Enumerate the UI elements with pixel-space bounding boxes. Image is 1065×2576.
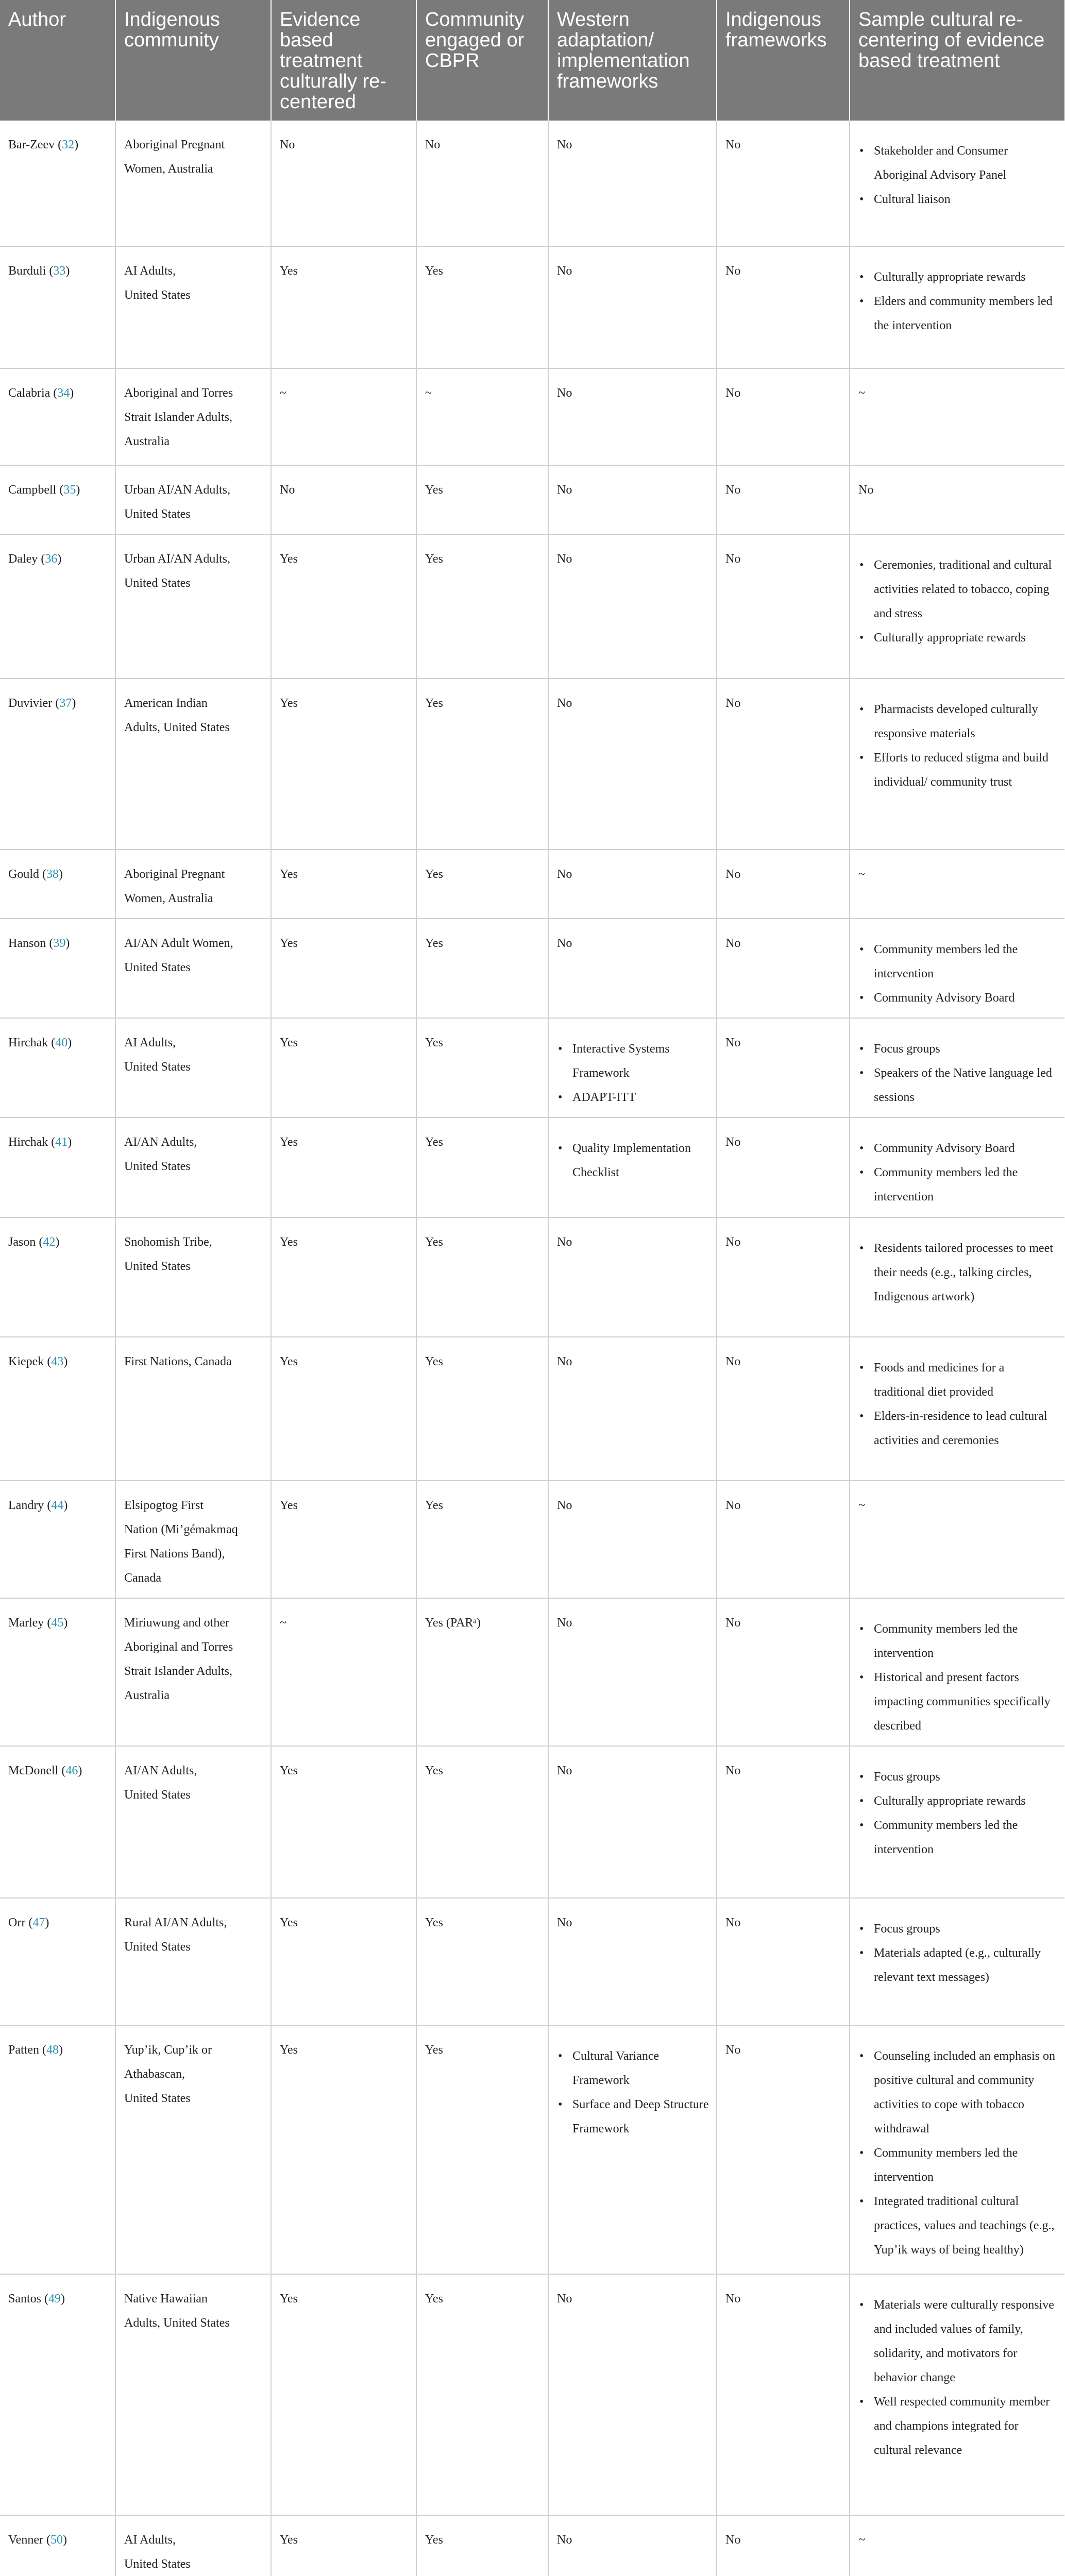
community-line: Strait Islander Adults,	[124, 411, 232, 424]
table-row	[0, 246, 1064, 368]
community-line: United States	[124, 507, 191, 521]
header-sample-cultural-recentering: Sample cultural re-centering of evidence based treatment	[850, 0, 1064, 121]
cell-author: Campbell (35)	[0, 465, 115, 534]
sample-recentering-list	[858, 1037, 1057, 1110]
community-line: Aboriginal Pregnant	[124, 868, 225, 881]
table-row	[0, 1018, 1064, 1117]
cell-sample-recentering	[850, 1598, 1064, 1746]
cell-community-engaged: Yes	[416, 1018, 548, 1117]
cell-author: Duvivier (37)	[0, 679, 115, 850]
cell-indigenous-frameworks: No	[717, 121, 850, 246]
cell-ebt-recentered: Yes	[271, 534, 416, 679]
cell-ebt-recentered: Yes	[271, 850, 416, 919]
list-item: • Elders and community members led the intervention	[874, 290, 1057, 338]
cell-author: Kiepek (43)	[0, 1337, 115, 1481]
cell-western-frameworks: No	[548, 2515, 717, 2576]
community-line: United States	[124, 961, 191, 974]
sample-recentering-list	[858, 1917, 1057, 1990]
list-item: • Speakers of the Native language led sessions	[874, 1061, 1057, 1110]
cell-western-frameworks: No	[548, 465, 717, 534]
table-row	[0, 1337, 1064, 1481]
cell-western-frameworks	[548, 1117, 717, 1217]
cell-indigenous-frameworks: No	[717, 2025, 850, 2274]
cell-community-engaged: Yes	[416, 2515, 548, 2576]
table-row	[0, 1898, 1064, 2025]
cell-western-frameworks: No	[548, 2274, 717, 2515]
cell-ebt-recentered: Yes	[271, 2025, 416, 2274]
citation-link[interactable]: 48	[46, 2043, 59, 2057]
cell-indigenous-frameworks: No	[717, 534, 850, 679]
cell-author: Patten (48)	[0, 2025, 115, 2274]
cell-sample-recentering: ~	[850, 2515, 1064, 2576]
header-western-frameworks: Western adaptation/ implementation frameworks	[548, 0, 717, 121]
cell-ebt-recentered: Yes	[271, 1746, 416, 1898]
cell-ebt-recentered: Yes	[271, 1337, 416, 1481]
list-item: • ADAPT-ITT	[572, 1086, 709, 1110]
sample-recentering-list	[858, 938, 1057, 1010]
sample-recentering-list	[858, 1765, 1057, 1862]
cell-sample-recentering	[850, 679, 1064, 850]
list-item: • Historical and present factors impacting communities specifically described	[874, 1666, 1057, 1738]
citation-link[interactable]: 46	[65, 1764, 78, 1777]
cell-community-engaged: Yes	[416, 1117, 548, 1217]
cell-author: Calabria (34)	[0, 368, 115, 465]
cell-indigenous-frameworks: No	[717, 246, 850, 368]
western-framework-list	[557, 1037, 709, 1110]
community-line: Miriuwung and other	[124, 1616, 229, 1630]
cell-community	[115, 2025, 271, 2274]
community-line: AI Adults,	[124, 264, 176, 278]
cell-community-engaged: Yes	[416, 1337, 548, 1481]
cell-ebt-recentered: No	[271, 465, 416, 534]
table-row	[0, 919, 1064, 1018]
list-item: • Foods and medicines for a traditional diet provided	[874, 1356, 1057, 1404]
cell-indigenous-frameworks: No	[717, 1481, 850, 1598]
list-item: • Cultural liaison	[874, 188, 1057, 212]
cell-sample-recentering	[850, 1217, 1064, 1337]
community-line: Australia	[124, 435, 170, 448]
cell-community	[115, 1898, 271, 2025]
community-line: United States	[124, 2557, 191, 2571]
cell-western-frameworks: No	[548, 368, 717, 465]
cell-ebt-recentered: Yes	[271, 1481, 416, 1598]
cell-author: Bar-Zeev (32)	[0, 121, 115, 246]
list-item: • Surface and Deep Structure Framework	[572, 2093, 709, 2141]
cell-community	[115, 919, 271, 1018]
community-line: Women, Australia	[124, 162, 213, 176]
list-item: • Stakeholder and Consumer Aboriginal Advisory Panel	[874, 139, 1057, 188]
cell-author: Landry (44)	[0, 1481, 115, 1598]
cell-indigenous-frameworks: No	[717, 1117, 850, 1217]
cell-community-engaged: Yes	[416, 919, 548, 1018]
citation-link[interactable]: 49	[48, 2292, 61, 2306]
community-line: American Indian	[124, 697, 208, 710]
author-name: Hanson	[8, 937, 46, 950]
western-framework-list	[557, 2044, 709, 2141]
cell-community-engaged: Yes	[416, 679, 548, 850]
citation-link[interactable]: 40	[55, 1036, 68, 1049]
list-item: • Culturally appropriate rewards	[874, 265, 1057, 290]
community-line: Strait Islander Adults,	[124, 1665, 232, 1678]
list-item: • Community members led the intervention	[874, 938, 1057, 986]
sample-recentering-list	[858, 553, 1057, 650]
cell-sample-recentering	[850, 1337, 1064, 1481]
list-item: • Materials adapted (e.g., culturally relevant text messages)	[874, 1941, 1057, 1990]
cell-sample-recentering: ~	[850, 1481, 1064, 1598]
cell-community-engaged: ~	[416, 368, 548, 465]
cell-community-engaged: Yes	[416, 1746, 548, 1898]
table-row	[0, 679, 1064, 850]
cell-ebt-recentered: Yes	[271, 246, 416, 368]
list-item: • Focus groups	[874, 1917, 1057, 1941]
cell-author: Hirchak (40)	[0, 1018, 115, 1117]
cell-community	[115, 1018, 271, 1117]
cell-community	[115, 246, 271, 368]
table-header	[0, 0, 1064, 121]
community-line: AI Adults,	[124, 1036, 176, 1049]
cell-author: Santos (49)	[0, 2274, 115, 2515]
author-name: Bar-Zeev	[8, 138, 55, 151]
list-item: • Community members led the intervention	[874, 1161, 1057, 1209]
list-item: • Efforts to reduced stigma and build individual/ community trust	[874, 746, 1057, 794]
cell-indigenous-frameworks: No	[717, 1217, 850, 1337]
community-line: Aboriginal and Torres	[124, 386, 233, 400]
sample-recentering-list	[858, 139, 1057, 212]
header-author: Author	[0, 0, 115, 121]
citation-link[interactable]: 39	[53, 937, 66, 950]
cell-western-frameworks: No	[548, 1481, 717, 1598]
table-row	[0, 2515, 1064, 2576]
cell-ebt-recentered: Yes	[271, 1217, 416, 1337]
cell-community	[115, 534, 271, 679]
cell-ebt-recentered: Yes	[271, 1018, 416, 1117]
cell-sample-recentering	[850, 1898, 1064, 2025]
cell-community	[115, 2274, 271, 2515]
community-line: Elsipogtog First	[124, 1499, 204, 1512]
cell-western-frameworks: No	[548, 1898, 717, 2025]
cell-community	[115, 465, 271, 534]
cell-sample-recentering	[850, 919, 1064, 1018]
author-name: Hirchak	[8, 1136, 48, 1149]
list-item: • Community members led the intervention	[874, 1617, 1057, 1666]
citation-link[interactable]: 38	[46, 868, 59, 881]
author-name: Patten	[8, 2043, 39, 2057]
cell-indigenous-frameworks: No	[717, 919, 850, 1018]
cell-sample-recentering	[850, 2025, 1064, 2274]
cell-indigenous-frameworks: No	[717, 2274, 850, 2515]
cell-author: Venner (50)	[0, 2515, 115, 2576]
citation-link[interactable]: 44	[51, 1499, 64, 1512]
cell-indigenous-frameworks: No	[717, 1337, 850, 1481]
author-name: Kiepek	[8, 1355, 44, 1368]
list-item: • Quality Implementation Checklist	[572, 1137, 709, 1185]
cell-community-engaged: Yes	[416, 1898, 548, 2025]
cell-community	[115, 1746, 271, 1898]
community-line: Women, Australia	[124, 892, 213, 905]
cell-ebt-recentered: ~	[271, 368, 416, 465]
community-line: AI/AN Adults,	[124, 1764, 197, 1777]
cell-author: Hirchak (41)	[0, 1117, 115, 1217]
list-item: • Counseling included an emphasis on positive cultural and community activities to cope with tobacco withdrawal	[874, 2044, 1057, 2141]
sample-recentering-list	[858, 1617, 1057, 1738]
author-name: Daley	[8, 552, 38, 566]
cell-ebt-recentered: Yes	[271, 1117, 416, 1217]
list-item: • Community members led the intervention	[874, 1814, 1057, 1862]
cell-author: Marley (45)	[0, 1598, 115, 1746]
table-row	[0, 1117, 1064, 1217]
list-item: • Interactive Systems Framework	[572, 1037, 709, 1086]
author-name: Jason	[8, 1235, 36, 1249]
cell-sample-recentering	[850, 1746, 1064, 1898]
sample-recentering-list	[858, 1356, 1057, 1453]
cell-community	[115, 1598, 271, 1746]
cell-western-frameworks: No	[548, 1746, 717, 1898]
cell-western-frameworks: No	[548, 850, 717, 919]
list-item: • Elders-in-residence to lead cultural activities and ceremonies	[874, 1404, 1057, 1453]
sample-recentering-list	[858, 698, 1057, 794]
cell-sample-recentering	[850, 121, 1064, 246]
cell-community-engaged: Yes	[416, 2274, 548, 2515]
list-item: • Materials were culturally responsive and included values of family, solidarity, and motivators for behavior change	[874, 2293, 1057, 2390]
cell-indigenous-frameworks: No	[717, 850, 850, 919]
community-line: First Nations Band),	[124, 1547, 225, 1561]
citation-link[interactable]: 32	[62, 138, 75, 151]
author-name: Landry	[8, 1499, 44, 1512]
cell-community	[115, 679, 271, 850]
community-line: Snohomish Tribe,	[124, 1235, 212, 1249]
sample-recentering-list	[858, 265, 1057, 338]
cell-author: Gould (38)	[0, 850, 115, 919]
cell-ebt-recentered: Yes	[271, 919, 416, 1018]
cell-sample-recentering	[850, 2274, 1064, 2515]
cell-indigenous-frameworks: No	[717, 2515, 850, 2576]
list-item: • Pharmacists developed culturally responsive materials	[874, 698, 1057, 746]
cell-indigenous-frameworks: No	[717, 1598, 850, 1746]
list-item: • Focus groups	[874, 1765, 1057, 1789]
cell-western-frameworks: No	[548, 1598, 717, 1746]
table-row	[0, 850, 1064, 919]
cell-community	[115, 1117, 271, 1217]
cell-sample-recentering	[850, 1018, 1064, 1117]
sample-recentering-list	[858, 1236, 1057, 1309]
cell-community-engaged: Yes	[416, 465, 548, 534]
header-community-engaged: Community engaged or CBPR	[416, 0, 548, 121]
community-line: Yup’ik, Cup’ik or	[124, 2043, 212, 2057]
header-indigenous-frameworks: Indigenous frameworks	[717, 0, 850, 121]
citation-link[interactable]: 36	[45, 552, 58, 566]
community-line: United States	[124, 289, 191, 302]
citation-link[interactable]: 50	[50, 2533, 63, 2547]
cell-indigenous-frameworks: No	[717, 679, 850, 850]
citation-link[interactable]: 45	[51, 1616, 64, 1630]
cell-community-engaged: No	[416, 121, 548, 246]
author-name: Duvivier	[8, 697, 53, 710]
cell-ebt-recentered: ~	[271, 1598, 416, 1746]
sample-recentering-list	[858, 2044, 1057, 2262]
cell-community	[115, 2515, 271, 2576]
citation-link[interactable]: 41	[55, 1136, 68, 1149]
community-line: Urban AI/AN Adults,	[124, 552, 230, 566]
author-name: Santos	[8, 2292, 42, 2306]
community-line: AI/AN Adults,	[124, 1136, 197, 1149]
cell-sample-recentering: No	[850, 465, 1064, 534]
list-item: • Ceremonies, traditional and cultural activities related to tobacco, coping and stress	[874, 553, 1057, 626]
cell-community-engaged: Yes (PARᵃ)	[416, 1598, 548, 1746]
table-row	[0, 2274, 1064, 2515]
list-item: • Community Advisory Board	[874, 1137, 1057, 1161]
author-name: Marley	[8, 1616, 44, 1630]
table-row	[0, 121, 1064, 246]
cell-community	[115, 1217, 271, 1337]
table-row	[0, 465, 1064, 534]
cell-sample-recentering: ~	[850, 850, 1064, 919]
cell-western-frameworks	[548, 2025, 717, 2274]
cell-western-frameworks	[548, 1018, 717, 1117]
cell-indigenous-frameworks: No	[717, 368, 850, 465]
cell-community	[115, 1481, 271, 1598]
community-line: Australia	[124, 1689, 170, 1702]
list-item: • Culturally appropriate rewards	[874, 1789, 1057, 1814]
community-line: Adults, United States	[124, 721, 230, 734]
sample-recentering-list	[858, 1137, 1057, 1209]
community-line: Adults, United States	[124, 2316, 230, 2330]
author-name: McDonell	[8, 1764, 59, 1777]
cell-community-engaged: Yes	[416, 534, 548, 679]
community-line: United States	[124, 1260, 191, 1273]
table-row	[0, 2025, 1064, 2274]
community-line: First Nations, Canada	[124, 1355, 232, 1368]
community-line: United States	[124, 2092, 191, 2105]
community-line: United States	[124, 1160, 191, 1173]
list-item: • Culturally appropriate rewards	[874, 626, 1057, 650]
cell-author: Hanson (39)	[0, 919, 115, 1018]
citation-link[interactable]: 34	[57, 386, 70, 400]
community-line: Athabascan,	[124, 2067, 185, 2081]
author-name: Gould	[8, 868, 39, 881]
table-row	[0, 1598, 1064, 1746]
western-framework-list	[557, 1137, 709, 1185]
community-line: United States	[124, 577, 191, 590]
table-row	[0, 1481, 1064, 1598]
community-line: Nation (Mi’gémakmaq	[124, 1523, 238, 1536]
sample-recentering-list	[858, 2293, 1057, 2463]
list-item: • Community Advisory Board	[874, 986, 1057, 1010]
cell-western-frameworks: No	[548, 246, 717, 368]
cell-indigenous-frameworks: No	[717, 1746, 850, 1898]
citation-link[interactable]: 47	[32, 1916, 45, 1929]
table-row	[0, 534, 1064, 679]
community-line: AI/AN Adult Women,	[124, 937, 233, 950]
community-line: Aboriginal and Torres	[124, 1640, 233, 1654]
cell-ebt-recentered: No	[271, 121, 416, 246]
cell-western-frameworks: No	[548, 1337, 717, 1481]
cell-ebt-recentered: Yes	[271, 2515, 416, 2576]
cell-community-engaged: Yes	[416, 850, 548, 919]
cell-western-frameworks: No	[548, 121, 717, 246]
list-item: • Cultural Variance Framework	[572, 2044, 709, 2093]
cell-sample-recentering	[850, 1117, 1064, 1217]
cell-author: Daley (36)	[0, 534, 115, 679]
author-name: Campbell	[8, 483, 57, 497]
community-line: Aboriginal Pregnant	[124, 138, 225, 151]
header-indigenous-community: Indigenous community	[115, 0, 271, 121]
community-line: United States	[124, 1788, 191, 1802]
cell-ebt-recentered: Yes	[271, 2274, 416, 2515]
community-line: Native Hawaiian	[124, 2292, 208, 2306]
cell-western-frameworks: No	[548, 534, 717, 679]
cell-community	[115, 121, 271, 246]
citation-link[interactable]: 37	[59, 697, 72, 710]
citation-link[interactable]: 43	[51, 1355, 64, 1368]
cell-sample-recentering	[850, 246, 1064, 368]
author-name: Calabria	[8, 386, 50, 400]
table-row	[0, 368, 1064, 465]
table-row	[0, 1217, 1064, 1337]
cell-author: Jason (42)	[0, 1217, 115, 1337]
community-line: Rural AI/AN Adults,	[124, 1916, 227, 1929]
cell-author: Burduli (33)	[0, 246, 115, 368]
list-item: • Well respected community member and champions integrated for cultural relevance	[874, 2390, 1057, 2463]
author-name: Orr	[8, 1916, 26, 1929]
list-item: • Integrated traditional cultural practices, values and teachings (e.g., Yup’ik ways of being healthy)	[874, 2190, 1057, 2262]
community-line: Urban AI/AN Adults,	[124, 483, 230, 497]
list-item: • Community members led the intervention	[874, 2141, 1057, 2190]
citation-link[interactable]: 42	[43, 1235, 56, 1249]
cell-author: McDonell (46)	[0, 1746, 115, 1898]
cell-community	[115, 850, 271, 919]
cell-community-engaged: Yes	[416, 246, 548, 368]
author-name: Hirchak	[8, 1036, 48, 1049]
cell-community-engaged: Yes	[416, 2025, 548, 2274]
cell-indigenous-frameworks: No	[717, 1898, 850, 2025]
community-line: United States	[124, 1060, 191, 1074]
cell-western-frameworks: No	[548, 919, 717, 1018]
community-line: Canada	[124, 1571, 161, 1585]
cell-community-engaged: Yes	[416, 1481, 548, 1598]
table-body	[0, 121, 1064, 2576]
citation-link[interactable]: 33	[53, 264, 66, 278]
cell-sample-recentering: ~	[850, 368, 1064, 465]
cell-western-frameworks: No	[548, 1217, 717, 1337]
cell-ebt-recentered: Yes	[271, 1898, 416, 2025]
community-line: AI Adults,	[124, 2533, 176, 2547]
author-name: Venner	[8, 2533, 43, 2547]
cell-community	[115, 368, 271, 465]
cell-indigenous-frameworks: No	[717, 465, 850, 534]
list-item: • Residents tailored processes to meet their needs (e.g., talking circles, Indigenous artwork)	[874, 1236, 1057, 1309]
citation-link[interactable]: 35	[63, 483, 76, 497]
cell-community-engaged: Yes	[416, 1217, 548, 1337]
cell-sample-recentering	[850, 534, 1064, 679]
cell-western-frameworks: No	[548, 679, 717, 850]
community-line: United States	[124, 1940, 191, 1954]
cell-author: Orr (47)	[0, 1898, 115, 2025]
header-evidence-based-treatment: Evidence based treatment culturally re-centered	[271, 0, 416, 121]
table-row	[0, 1746, 1064, 1898]
list-item: • Focus groups	[874, 1037, 1057, 1061]
author-name: Burduli	[8, 264, 46, 278]
cell-community	[115, 1337, 271, 1481]
cell-ebt-recentered: Yes	[271, 679, 416, 850]
cell-indigenous-frameworks: No	[717, 1018, 850, 1117]
